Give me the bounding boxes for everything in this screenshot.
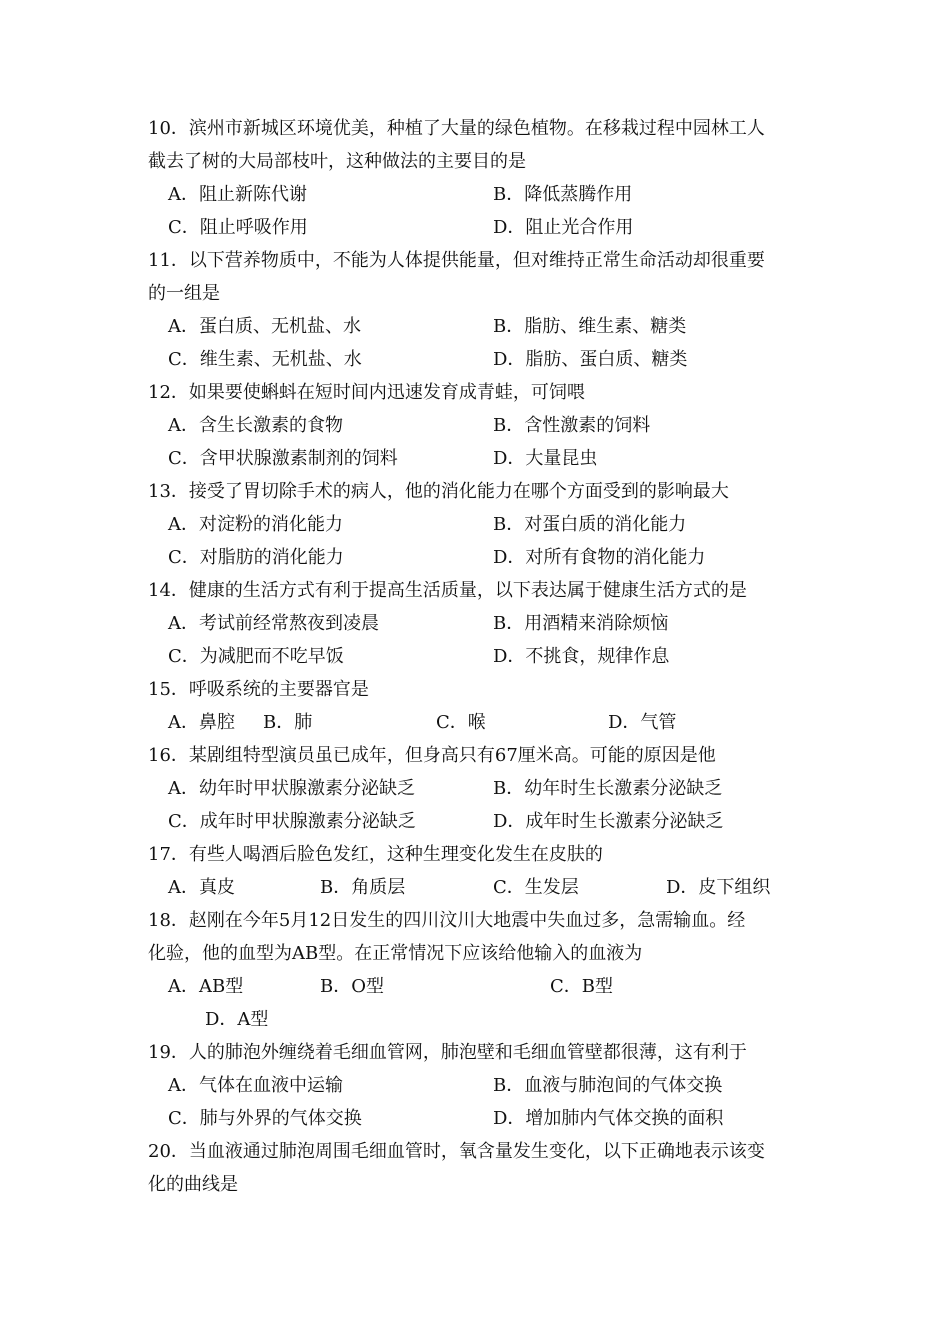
- question-16-options-row-1: [148, 772, 808, 805]
- exam-page: [148, 112, 808, 1201]
- question-18-option-b: B．O型: [320, 976, 384, 997]
- question-10-options-row-1: [148, 178, 808, 211]
- question-11-option-a: A．蛋白质、无机盐、水: [168, 316, 361, 337]
- question-18-line-1: 18．赵刚在今年5月12日发生的四川汶川大地震中失血过多，急需输血。经: [148, 910, 746, 931]
- question-17-option-c: C．生发层: [493, 877, 579, 898]
- question-12-options-row-1: [148, 409, 808, 442]
- question-13-option-b: B．对蛋白质的消化能力: [493, 514, 687, 535]
- question-12-line-1: 12．如果要使蝌蚪在短时间内迅速发育成青蛙，可饲喂: [148, 382, 585, 403]
- question-10-option-d: D．阻止光合作用: [493, 217, 634, 238]
- question-19-option-a: A．气体在血液中运输: [168, 1075, 343, 1096]
- question-19-options-row-2: [148, 1102, 808, 1135]
- question-11-option-b: B．脂肪、维生素、糖类: [493, 316, 687, 337]
- question-18-option-d: D．A型: [205, 1009, 269, 1030]
- question-13-line-1: 13．接受了胃切除手术的病人，他的消化能力在哪个方面受到的影响最大: [148, 481, 729, 502]
- question-18-line-2: 化验，他的血型为AB型。在正常情况下应该给他输入的血液为: [148, 943, 643, 964]
- question-12-options-row-2: [148, 442, 808, 475]
- question-19-line-1: 19．人的肺泡外缠绕着毛细血管网，肺泡壁和毛细血管壁都很薄，这有利于: [148, 1042, 747, 1063]
- question-19-option-c: C．肺与外界的气体交换: [168, 1108, 362, 1129]
- question-11-line-2: 的一组是: [148, 283, 220, 304]
- question-15-option-b: B．肺: [263, 712, 313, 733]
- question-17-option-a: A．真皮: [168, 877, 235, 898]
- question-13-option-c: C．对脂肪的消化能力: [168, 547, 344, 568]
- question-10-option-c: C．阻止呼吸作用: [168, 217, 308, 238]
- question-14-option-d: D．不挑食，规律作息: [493, 646, 670, 667]
- question-19-option-b: B．血液与肺泡间的气体交换: [493, 1075, 723, 1096]
- question-14-option-c: C．为减肥而不吃早饭: [168, 646, 344, 667]
- question-18-option-a: A．AB型: [168, 976, 244, 997]
- question-10-option-b: B．降低蒸腾作用: [493, 184, 633, 205]
- question-15-options-row: [148, 706, 808, 739]
- question-15-option-c: C．喉: [436, 712, 486, 733]
- question-20-line-2: 化的曲线是: [148, 1174, 238, 1195]
- question-16-option-d: D．成年时生长激素分泌缺乏: [493, 811, 724, 832]
- question-14-options-row-1: [148, 607, 808, 640]
- question-16-line-1: 16．某剧组特型演员虽已成年，但身高只有67厘米高。可能的原因是他: [148, 745, 716, 766]
- question-11-options-row-2: [148, 343, 808, 376]
- question-10-line-2: 截去了树的大局部枝叶，这种做法的主要目的是: [148, 151, 526, 172]
- question-17-options-row: [148, 871, 808, 904]
- question-13-options-row-1: [148, 508, 808, 541]
- question-20-line-1: 20．当血液通过肺泡周围毛细血管时，氧含量发生变化，以下正确地表示该变: [148, 1141, 765, 1162]
- question-18-options-row-1: [148, 970, 808, 1003]
- question-12-option-b: B．含性激素的饲料: [493, 415, 651, 436]
- question-15-option-a: A．鼻腔: [168, 712, 235, 733]
- question-11-option-d: D．脂肪、蛋白质、糖类: [493, 349, 688, 370]
- question-19-option-d: D．增加肺内气体交换的面积: [493, 1108, 724, 1129]
- question-10-options-row-2: [148, 211, 808, 244]
- question-14-option-a: A．考试前经常熬夜到凌晨: [168, 613, 379, 634]
- question-18-option-c: C．B型: [550, 976, 613, 997]
- question-16-option-c: C．成年时甲状腺激素分泌缺乏: [168, 811, 416, 832]
- question-15-line-1: 15．呼吸系统的主要器官是: [148, 679, 369, 700]
- question-16-option-a: A．幼年时甲状腺激素分泌缺乏: [168, 778, 415, 799]
- question-10-line-1: 10．滨州市新城区环境优美，种植了大量的绿色植物。在移栽过程中园林工人: [148, 118, 765, 139]
- question-13-option-a: A．对淀粉的消化能力: [168, 514, 343, 535]
- question-13-options-row-2: [148, 541, 808, 574]
- question-12-option-c: C．含甲状腺激素制剂的饲料: [168, 448, 398, 469]
- question-17-option-b: B．角质层: [320, 877, 406, 898]
- question-14-option-b: B．用酒精来消除烦恼: [493, 613, 669, 634]
- question-16-option-b: B．幼年时生长激素分泌缺乏: [493, 778, 723, 799]
- question-12-option-d: D．大量昆虫: [493, 448, 598, 469]
- question-12-option-a: A．含生长激素的食物: [168, 415, 343, 436]
- question-17-line-1: 17．有些人喝酒后脸色发红，这种生理变化发生在皮肤的: [148, 844, 603, 865]
- question-16-options-row-2: [148, 805, 808, 838]
- question-11-line-1: 11．以下营养物质中，不能为人体提供能量，但对维持正常生命活动却很重要: [148, 250, 765, 271]
- question-13-option-d: D．对所有食物的消化能力: [493, 547, 706, 568]
- question-14-options-row-2: [148, 640, 808, 673]
- question-11-options-row-1: [148, 310, 808, 343]
- question-15-option-d: D．气管: [608, 712, 677, 733]
- question-10-option-a: A．阻止新陈代谢: [168, 184, 307, 205]
- question-11-option-c: C．维生素、无机盐、水: [168, 349, 362, 370]
- question-18-options-row-2: [148, 1003, 808, 1036]
- question-19-options-row-1: [148, 1069, 808, 1102]
- question-14-line-1: 14．健康的生活方式有利于提高生活质量，以下表达属于健康生活方式的是: [148, 580, 747, 601]
- question-17-option-d: D．皮下组织: [666, 877, 771, 898]
